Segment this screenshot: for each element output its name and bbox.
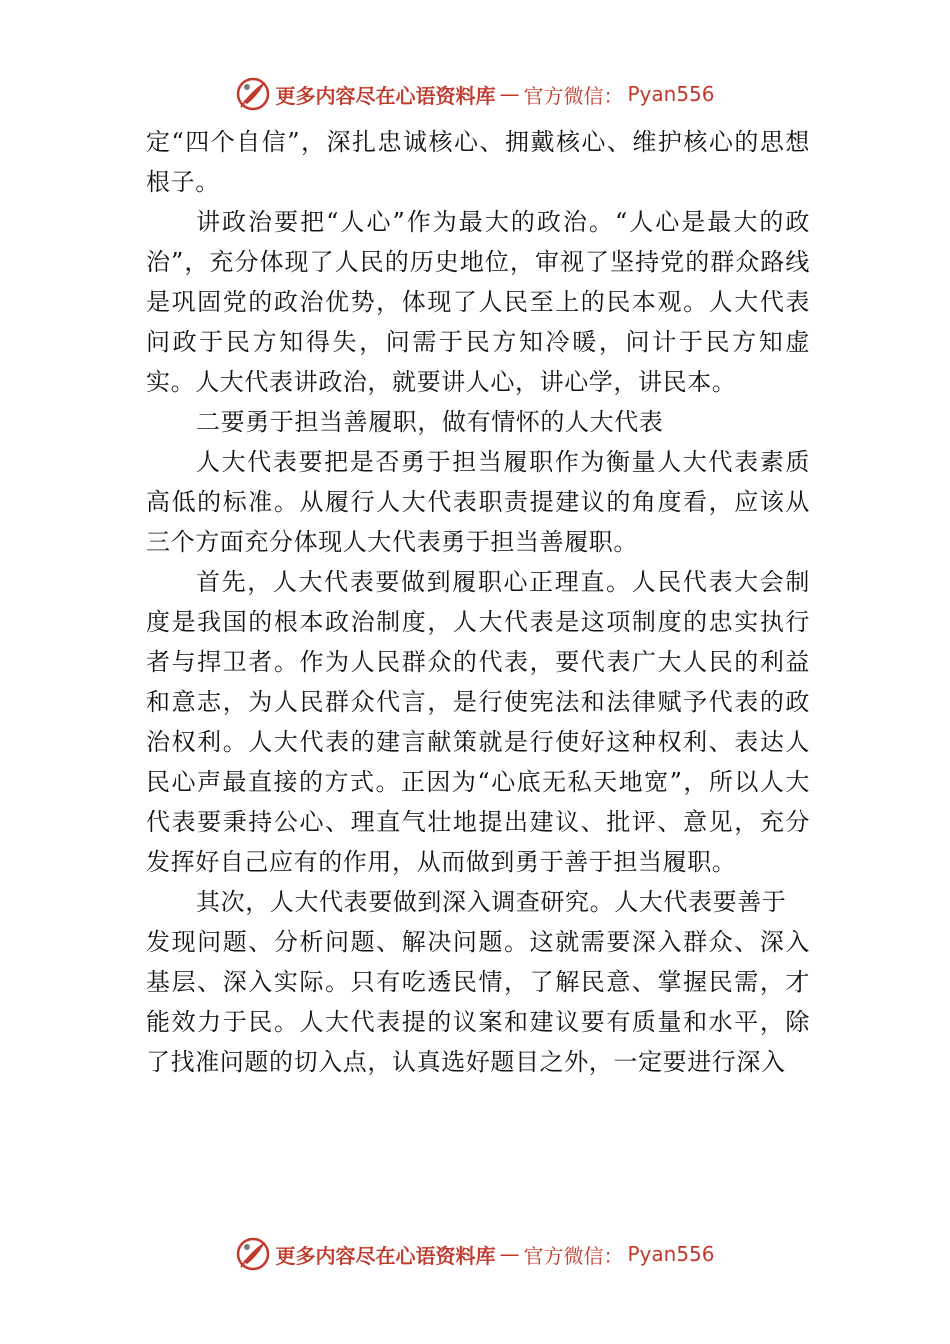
paragraph-standard: 人大代表要把是否勇于担当履职作为衡量人大代表素质高低的标准。从履行人大代表职责提建议的角度看，应该从三个方面充分体现人大代表勇于担当善履职。	[146, 448, 810, 556]
paragraph-politics-heart: 讲政治要把“人心”作为最大的政治。“人心是最大的政治”，充分体现了人民的历史地位，审视了坚持党的群众路线是巩固党的政治优势，体现了人民至上的民本观。人大代表问政于民方知得失，问需于民方知冷暖，问计于民方知虚实。人大代表讲政治，就要讲人心，讲心学，讲民本。	[146, 208, 810, 396]
paragraph-first: 首先，人大代表要做到履职心正理直。人民代表大会制度是我国的根本政治制度，人大代表是这项制度的忠实执行者与捍卫者。作为人民群众的代表，要代表广大人民的利益和意志，为人民群众代言，是行使宪法和法律赋予代表的政治权利。人大代表的建言献策就是行使好这种权利、表达人民心声最直接的方式。正因为“心底无私天地宽”，所以人大代表要秉持公心、理直气壮地提出建议、批评、意见，充分发挥好自己应有的作用，从而做到勇于善于担当履职。	[146, 568, 810, 876]
quill-pen-logo-icon	[235, 1236, 271, 1272]
header-wechat-id: Pyan556	[627, 82, 715, 106]
quill-pen-logo-icon	[235, 76, 271, 112]
footer-banner	[0, 1234, 950, 1274]
paragraph-second-start: 其次，人大代表要做到深入调查研究。人大代表要善于	[196, 888, 787, 916]
section-heading-two: 二要勇于担当善履职，做有情怀的人大代表	[196, 408, 664, 436]
footer-wechat-label: 官方微信：	[523, 1243, 624, 1268]
document-body	[146, 122, 810, 1082]
header-wechat-label: 官方微信：	[523, 83, 624, 108]
header-slogan: 更多内容尽在心语资料库	[275, 83, 496, 108]
footer-dash: —	[499, 1242, 520, 1266]
footer-wechat-id: Pyan556	[627, 1242, 715, 1266]
footer-slogan: 更多内容尽在心语资料库	[275, 1243, 496, 1268]
header-dash: —	[499, 82, 520, 106]
paragraph-continuation: 定“四个自信”，深扎忠诚核心、拥戴核心、维护核心的思想根子。	[146, 128, 810, 196]
paragraph-second-continued: 发现问题、分析问题、解决问题。这就需要深入群众、深入基层、深入实际。只有吃透民情，了解民意、掌握民需，才能效力于民。人大代表提的议案和建议要有质量和水平，除了找准问题的切入点，认真选好题目之外，一定要进行深入	[146, 928, 810, 1076]
header-banner	[0, 74, 950, 114]
